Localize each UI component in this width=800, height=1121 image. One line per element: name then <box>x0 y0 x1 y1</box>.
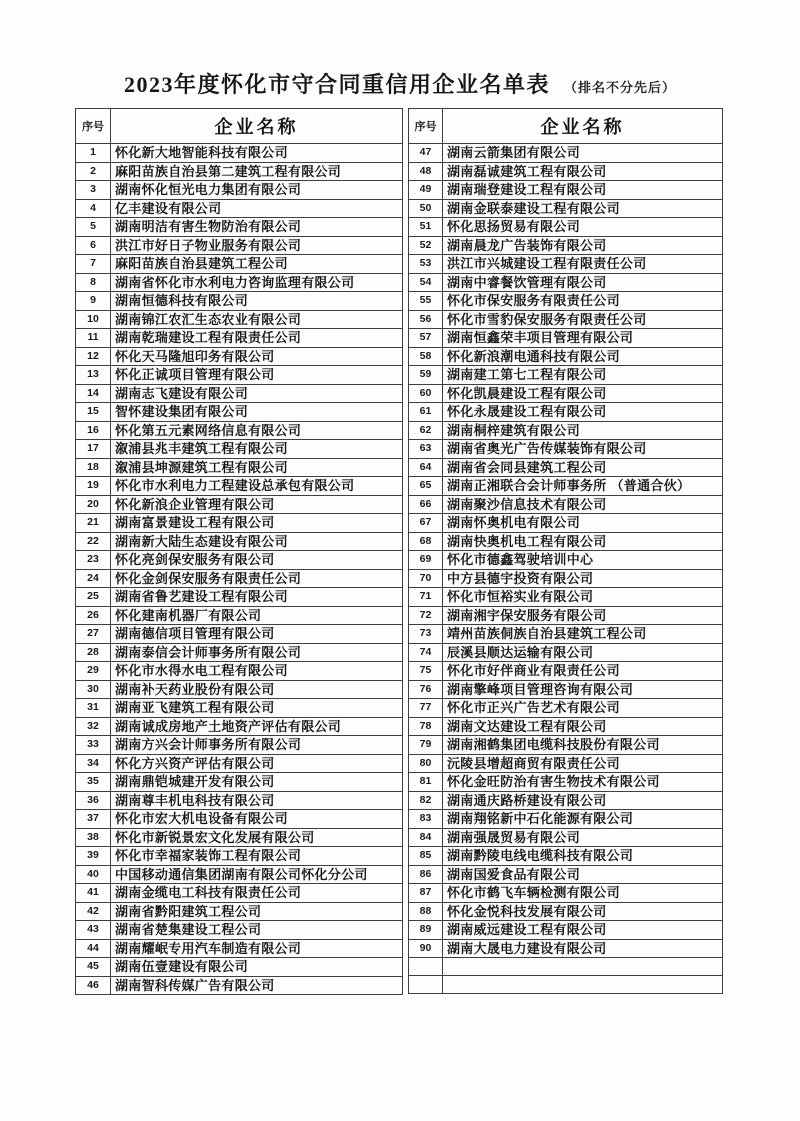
row-number: 51 <box>409 218 443 237</box>
company-name: 怀化第五元素网络信息有限公司 <box>111 421 403 440</box>
company-name: 湖南磊诚建筑工程有限公司 <box>443 162 723 181</box>
company-name: 怀化市水利电力工程建设总承包有限公司 <box>111 477 403 496</box>
table-row <box>409 939 723 958</box>
row-number: 32 <box>76 717 111 736</box>
row-number: 70 <box>409 569 443 588</box>
table-body-right <box>409 144 723 994</box>
row-number: 44 <box>76 939 111 958</box>
company-name: 洪江市好日子物业服务有限公司 <box>111 236 403 255</box>
company-name: 湖南瑞登建设工程有限公司 <box>443 181 723 200</box>
table-row <box>409 569 723 588</box>
row-number: 12 <box>76 347 111 366</box>
company-name: 湖南省奥光广告传媒装饰有限公司 <box>443 440 723 459</box>
row-number: 31 <box>76 699 111 718</box>
row-number: 34 <box>76 754 111 773</box>
row-number: 14 <box>76 384 111 403</box>
table-row <box>409 865 723 884</box>
company-name: 怀化金剑保安服务有限责任公司 <box>111 569 403 588</box>
row-number: 7 <box>76 255 111 274</box>
company-name: 湖南方兴会计师事务所有限公司 <box>111 736 403 755</box>
table-row <box>76 255 403 274</box>
table-row <box>76 458 403 477</box>
column-header-name: 企业名称 <box>111 109 403 144</box>
row-number: 22 <box>76 532 111 551</box>
company-name: 怀化方兴资产评估有限公司 <box>111 754 403 773</box>
company-name: 怀化市宏大机电设备有限公司 <box>111 810 403 829</box>
table-row <box>76 958 403 977</box>
table-row <box>409 218 723 237</box>
company-name: 中国移动通信集团湖南有限公司怀化分公司 <box>111 865 403 884</box>
table-row <box>409 421 723 440</box>
row-number: 72 <box>409 606 443 625</box>
table-row <box>409 514 723 533</box>
company-name: 湖南明洁有害生物防治有限公司 <box>111 218 403 237</box>
row-number: 75 <box>409 662 443 681</box>
title-note: （排名不分先后） <box>564 80 677 95</box>
company-name: 怀化新浪企业管理有限公司 <box>111 495 403 514</box>
company-name: 湖南翔铭新中石化能源有限公司 <box>443 810 723 829</box>
row-number: 16 <box>76 421 111 440</box>
table-row <box>409 884 723 903</box>
table-row <box>409 310 723 329</box>
row-number: 77 <box>409 699 443 718</box>
company-name: 溆浦县兆丰建筑工程有限公司 <box>111 440 403 459</box>
table-row <box>76 366 403 385</box>
row-number: 2 <box>76 162 111 181</box>
company-name: 湖南威远建设工程有限公司 <box>443 921 723 940</box>
table-row <box>76 144 403 163</box>
company-name: 怀化永晟建设工程有限公司 <box>443 403 723 422</box>
row-number: 50 <box>409 199 443 218</box>
table-row <box>409 458 723 477</box>
company-name: 湖南黔陵电线电缆科技有限公司 <box>443 847 723 866</box>
table-row <box>409 958 723 976</box>
row-number: 74 <box>409 643 443 662</box>
table-row <box>409 975 723 993</box>
table-row <box>76 717 403 736</box>
table-row <box>76 662 403 681</box>
company-name: 湖南怀奥机电有限公司 <box>443 514 723 533</box>
table-row <box>409 273 723 292</box>
row-number: 79 <box>409 736 443 755</box>
row-number: 33 <box>76 736 111 755</box>
company-name: 溆浦县坤源建筑工程有限公司 <box>111 458 403 477</box>
column-header-no: 序号 <box>76 109 111 144</box>
table-row <box>76 329 403 348</box>
company-name: 湖南尊丰机电科技有限公司 <box>111 791 403 810</box>
company-name: 辰溪县顺达运输有限公司 <box>443 643 723 662</box>
company-name: 湖南聚沙信息技术有限公司 <box>443 495 723 514</box>
table-row <box>409 329 723 348</box>
row-number: 25 <box>76 588 111 607</box>
table-row <box>409 366 723 385</box>
table-row <box>76 347 403 366</box>
table-row <box>76 791 403 810</box>
row-number: 87 <box>409 884 443 903</box>
table-row <box>409 495 723 514</box>
column-header-no: 序号 <box>409 109 443 144</box>
row-number: 45 <box>76 958 111 977</box>
table-row <box>76 606 403 625</box>
row-number: 71 <box>409 588 443 607</box>
row-number: 10 <box>76 310 111 329</box>
row-number: 67 <box>409 514 443 533</box>
row-number: 17 <box>76 440 111 459</box>
row-number: 63 <box>409 440 443 459</box>
row-number: 47 <box>409 144 443 163</box>
table-row <box>76 384 403 403</box>
company-name: 湖南德信项目管理有限公司 <box>111 625 403 644</box>
row-number: 59 <box>409 366 443 385</box>
company-name: 湖南省会同县建筑工程公司 <box>443 458 723 477</box>
company-name: 湖南金联泰建设工程有限公司 <box>443 199 723 218</box>
company-name: 湖南国爱食品有限公司 <box>443 865 723 884</box>
table-row <box>76 625 403 644</box>
company-name: 湖南智科传媒广告有限公司 <box>111 976 403 995</box>
company-name: 湖南新大陆生态建设有限公司 <box>111 532 403 551</box>
table-row <box>76 514 403 533</box>
table-row <box>76 884 403 903</box>
table-row <box>409 625 723 644</box>
table-row <box>76 976 403 995</box>
company-name: 湖南云箭集团有限公司 <box>443 144 723 163</box>
row-number: 24 <box>76 569 111 588</box>
table-row <box>409 199 723 218</box>
table-row <box>409 736 723 755</box>
row-number: 52 <box>409 236 443 255</box>
row-number: 5 <box>76 218 111 237</box>
table-row <box>76 699 403 718</box>
row-number: 54 <box>409 273 443 292</box>
company-name: 怀化市鹤飞车辆检测有限公司 <box>443 884 723 903</box>
table-row <box>76 477 403 496</box>
company-name: 麻阳苗族自治县建筑工程公司 <box>111 255 403 274</box>
row-number: 11 <box>76 329 111 348</box>
row-number: 56 <box>409 310 443 329</box>
company-name: 怀化市德鑫驾驶培训中心 <box>443 551 723 570</box>
row-number: 86 <box>409 865 443 884</box>
row-number: 43 <box>76 921 111 940</box>
table-row <box>76 847 403 866</box>
company-name: 湖南建工第七工程有限公司 <box>443 366 723 385</box>
row-number: 19 <box>76 477 111 496</box>
company-name: 怀化市正兴广告艺术有限公司 <box>443 699 723 718</box>
row-number: 21 <box>76 514 111 533</box>
row-number: 23 <box>76 551 111 570</box>
row-number: 84 <box>409 828 443 847</box>
row-number: 29 <box>76 662 111 681</box>
title-text: 2023年度怀化市守合同重信用企业名单表 <box>123 72 550 97</box>
row-number: 18 <box>76 458 111 477</box>
row-number: 64 <box>409 458 443 477</box>
table-row <box>76 773 403 792</box>
company-name: 亿丰建设有限公司 <box>111 199 403 218</box>
company-name: 怀化市幸福家装饰工程有限公司 <box>111 847 403 866</box>
table-row <box>76 403 403 422</box>
row-number: 61 <box>409 403 443 422</box>
table-header-row <box>76 109 403 144</box>
row-number: 41 <box>76 884 111 903</box>
company-name: 湖南正湘联合会计师事务所 （普通合伙） <box>443 477 723 496</box>
company-name: 怀化市水得水电工程有限公司 <box>111 662 403 681</box>
table-row <box>409 144 723 163</box>
table-row <box>409 588 723 607</box>
row-number: 66 <box>409 495 443 514</box>
table-row <box>409 181 723 200</box>
table-row <box>409 791 723 810</box>
table-row <box>409 773 723 792</box>
table-row <box>76 162 403 181</box>
company-name: 湖南省黔阳建筑工程公司 <box>111 902 403 921</box>
table-row <box>409 236 723 255</box>
row-number: 42 <box>76 902 111 921</box>
row-number: 81 <box>409 773 443 792</box>
company-name: 湖南擎峰项目管理咨询有限公司 <box>443 680 723 699</box>
column-header-name: 企业名称 <box>443 109 723 144</box>
company-table-left <box>75 108 403 995</box>
table-row <box>409 699 723 718</box>
table-row <box>76 292 403 311</box>
row-number: 68 <box>409 532 443 551</box>
table-row <box>409 255 723 274</box>
company-name: 湖南晨龙广告装饰有限公司 <box>443 236 723 255</box>
table-row <box>76 754 403 773</box>
company-name: 湖南补天药业股份有限公司 <box>111 680 403 699</box>
row-number: 20 <box>76 495 111 514</box>
company-name: 怀化思扬贸易有限公司 <box>443 218 723 237</box>
table-row <box>76 810 403 829</box>
row-number: 88 <box>409 902 443 921</box>
table-row <box>409 440 723 459</box>
table-row <box>76 532 403 551</box>
company-name: 怀化市雪豹保安服务有限责任公司 <box>443 310 723 329</box>
row-number: 30 <box>76 680 111 699</box>
table-row <box>409 902 723 921</box>
table-row <box>409 532 723 551</box>
row-number: 6 <box>76 236 111 255</box>
company-name: 湖南恒鑫荣丰项目管理有限公司 <box>443 329 723 348</box>
company-name: 湖南省怀化市水利电力咨询监理有限公司 <box>111 273 403 292</box>
company-name: 怀化市新锐景宏文化发展有限公司 <box>111 828 403 847</box>
row-number: 48 <box>409 162 443 181</box>
table-row <box>409 643 723 662</box>
company-name: 湖南省鲁艺建设工程有限公司 <box>111 588 403 607</box>
table-row <box>409 662 723 681</box>
company-name: 湖南湘鹤集团电缆科技股份有限公司 <box>443 736 723 755</box>
row-number: 89 <box>409 921 443 940</box>
table-body-left <box>76 144 403 995</box>
company-name: 怀化市恒裕实业有限公司 <box>443 588 723 607</box>
table-row <box>409 162 723 181</box>
company-name: 湖南耀岷专用汽车制造有限公司 <box>111 939 403 958</box>
table-row <box>76 199 403 218</box>
row-number: 1 <box>76 144 111 163</box>
table-row <box>76 181 403 200</box>
company-name: 湖南泰信会计师事务所有限公司 <box>111 643 403 662</box>
table-row <box>76 643 403 662</box>
row-number: 58 <box>409 347 443 366</box>
table-row <box>409 847 723 866</box>
company-name <box>443 975 723 993</box>
table-row <box>409 384 723 403</box>
company-table-right <box>408 108 723 994</box>
row-number: 62 <box>409 421 443 440</box>
row-number: 13 <box>76 366 111 385</box>
table-row <box>409 477 723 496</box>
company-name: 湖南富景建设工程有限公司 <box>111 514 403 533</box>
row-number: 53 <box>409 255 443 274</box>
table-row <box>76 569 403 588</box>
row-number: 28 <box>76 643 111 662</box>
company-name: 湖南志飞建设有限公司 <box>111 384 403 403</box>
row-number: 35 <box>76 773 111 792</box>
table-row <box>76 495 403 514</box>
company-name: 湖南锦江农汇生态农业有限公司 <box>111 310 403 329</box>
row-number: 69 <box>409 551 443 570</box>
row-number: 76 <box>409 680 443 699</box>
table-row <box>409 754 723 773</box>
company-name: 湖南湘宇保安服务有限公司 <box>443 606 723 625</box>
table-row <box>76 218 403 237</box>
row-number: 57 <box>409 329 443 348</box>
table-row <box>409 551 723 570</box>
company-name: 怀化建南机器厂有限公司 <box>111 606 403 625</box>
row-number: 40 <box>76 865 111 884</box>
row-number: 82 <box>409 791 443 810</box>
row-number: 55 <box>409 292 443 311</box>
company-name: 湖南伍壹建设有限公司 <box>111 958 403 977</box>
table-row <box>409 680 723 699</box>
table-row <box>76 440 403 459</box>
row-number: 65 <box>409 477 443 496</box>
table-row <box>76 921 403 940</box>
company-name: 湖南乾瑞建设工程有限责任公司 <box>111 329 403 348</box>
company-name: 湖南鼎铠城建开发有限公司 <box>111 773 403 792</box>
company-name: 湖南诚成房地产土地资产评估有限公司 <box>111 717 403 736</box>
row-number: 37 <box>76 810 111 829</box>
company-name: 湖南通庆路桥建设有限公司 <box>443 791 723 810</box>
company-name: 湖南省楚集建设工程公司 <box>111 921 403 940</box>
table-row <box>76 310 403 329</box>
row-number: 78 <box>409 717 443 736</box>
table-row <box>76 736 403 755</box>
table-row <box>76 273 403 292</box>
row-number: 60 <box>409 384 443 403</box>
row-number: 46 <box>76 976 111 995</box>
table-row <box>409 810 723 829</box>
company-name: 怀化凯晨建设工程有限公司 <box>443 384 723 403</box>
company-name: 怀化新浪潮电通科技有限公司 <box>443 347 723 366</box>
row-number: 83 <box>409 810 443 829</box>
row-number: 27 <box>76 625 111 644</box>
table-row <box>76 680 403 699</box>
company-name: 沅陵县增超商贸有限责任公司 <box>443 754 723 773</box>
company-name: 湖南桐梓建筑有限公司 <box>443 421 723 440</box>
tables-container <box>75 108 723 995</box>
table-row <box>76 236 403 255</box>
table-row <box>409 347 723 366</box>
company-name: 湖南怀化恒光电力集团有限公司 <box>111 181 403 200</box>
row-number: 15 <box>76 403 111 422</box>
company-name: 怀化新大地智能科技有限公司 <box>111 144 403 163</box>
table-row <box>76 421 403 440</box>
company-name: 湖南文达建设工程有限公司 <box>443 717 723 736</box>
table-row <box>409 921 723 940</box>
company-name: 怀化亮剑保安服务有限公司 <box>111 551 403 570</box>
table-row <box>409 403 723 422</box>
company-name: 怀化金旺防治有害生物技术有限公司 <box>443 773 723 792</box>
row-number: 90 <box>409 939 443 958</box>
table-row <box>76 588 403 607</box>
row-number: 8 <box>76 273 111 292</box>
row-number: 85 <box>409 847 443 866</box>
company-name: 怀化市好伴商业有限责任公司 <box>443 662 723 681</box>
row-number: 36 <box>76 791 111 810</box>
row-number: 9 <box>76 292 111 311</box>
row-number: 4 <box>76 199 111 218</box>
table-row <box>76 828 403 847</box>
company-name: 怀化正诚项目管理有限公司 <box>111 366 403 385</box>
company-name: 湖南大晟电力建设有限公司 <box>443 939 723 958</box>
row-number: 73 <box>409 625 443 644</box>
row-number: 26 <box>76 606 111 625</box>
row-number <box>409 975 443 993</box>
company-name: 靖州苗族侗族自治县建筑工程公司 <box>443 625 723 644</box>
row-number: 49 <box>409 181 443 200</box>
table-row <box>409 828 723 847</box>
table-header-row <box>409 109 723 144</box>
page-title <box>0 68 800 99</box>
row-number: 80 <box>409 754 443 773</box>
row-number: 39 <box>76 847 111 866</box>
company-name: 湖南金缆电工科技有限责任公司 <box>111 884 403 903</box>
table-row <box>76 551 403 570</box>
table-row <box>76 865 403 884</box>
company-name: 湖南恒德科技有限公司 <box>111 292 403 311</box>
company-name: 湖南快奥机电工程有限公司 <box>443 532 723 551</box>
row-number: 38 <box>76 828 111 847</box>
table-row <box>409 606 723 625</box>
company-name: 智怀建设集团有限公司 <box>111 403 403 422</box>
company-name: 怀化市保安服务有限责任公司 <box>443 292 723 311</box>
company-name: 中方县德宇投资有限公司 <box>443 569 723 588</box>
table-row <box>409 717 723 736</box>
company-name: 怀化天马隆旭印务有限公司 <box>111 347 403 366</box>
row-number: 3 <box>76 181 111 200</box>
table-row <box>76 902 403 921</box>
row-number <box>409 958 443 976</box>
table-row <box>76 939 403 958</box>
company-name: 湖南亚飞建筑工程有限公司 <box>111 699 403 718</box>
table-row <box>409 292 723 311</box>
company-name: 麻阳苗族自治县第二建筑工程有限公司 <box>111 162 403 181</box>
company-name <box>443 958 723 976</box>
company-name: 湖南强晟贸易有限公司 <box>443 828 723 847</box>
company-name: 洪江市兴城建设工程有限责任公司 <box>443 255 723 274</box>
company-name: 湖南中睿餐饮管理有限公司 <box>443 273 723 292</box>
company-name: 怀化金悦科技发展有限公司 <box>443 902 723 921</box>
